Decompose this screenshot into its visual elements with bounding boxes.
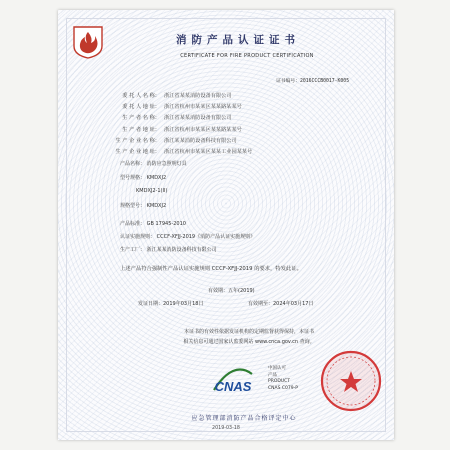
product-name-label: 产品名称： (120, 161, 146, 167)
official-seal (320, 350, 382, 412)
factory-row (120, 246, 217, 253)
field-value: 浙江省杭州市某某区某某路某某号 (164, 104, 242, 111)
product-name-row (120, 160, 187, 167)
note-line: 相关信息可通过国家认监委网站 www.cnca.gov.cn 查询。 (183, 339, 315, 345)
field-value: 浙江某某消防设备科技有限公司 (164, 137, 237, 144)
field-label: 生 产 者 地 址： (122, 126, 160, 133)
fire-certification-logo (71, 24, 105, 60)
print-date: 2019-03-18 (212, 426, 240, 431)
field-value: 浙江省杭州市某某区某某路某某号 (164, 126, 242, 133)
field-value: 浙江省杭州市某某区某某工业园某某号 (164, 149, 253, 156)
model-row (120, 174, 166, 181)
field-label: 生 产 者 名 称： (122, 115, 160, 122)
field-label: 委 托 人 地 址： (122, 104, 160, 111)
factory-label: 生产工厂： (120, 247, 146, 253)
accr-line: CNAS C079-P (268, 385, 298, 391)
rules-row (120, 233, 255, 240)
field-row (114, 146, 384, 157)
product-name-value: 消防应急照明灯具 (146, 161, 187, 167)
model-extra: KMDXJ2-1(II) (136, 188, 168, 194)
note-line: 本证书的有效性依据发证机构的定期监督获得保持，本证书 (183, 329, 314, 335)
field-row (114, 135, 384, 146)
field-value: 浙江省某某消防设备有限公司 (164, 115, 232, 122)
cnas-text: CNAS (214, 379, 252, 394)
applicant-info (114, 90, 384, 157)
accr-line: 产品 (268, 372, 277, 378)
certificate-number: 证书编号：2016CCCB0017-K005 (276, 79, 350, 84)
mark-row (120, 202, 166, 209)
cnas-mark-icon (208, 364, 258, 398)
field-value: 浙江省某某消防设备有限公司 (164, 93, 232, 100)
field-row (114, 90, 384, 101)
mark-label: 规格型号： (120, 203, 146, 209)
rules-value: CCCF-XFJJ-2019《消防产品认证实施规则》 (156, 234, 256, 240)
field-row (114, 124, 384, 135)
mark-value: KMDXJ2 (146, 203, 167, 209)
standard-row (120, 220, 186, 227)
field-row (114, 112, 384, 123)
field-row (114, 101, 384, 112)
accr-line: 中国认可 (268, 366, 286, 371)
rules-label: 认证实施规则： (120, 234, 156, 240)
accr-line: PRODUCT (268, 379, 291, 384)
expiry-date: 有效期至：2024年03月17日 (248, 301, 314, 307)
certificate-paper (58, 10, 394, 440)
certification-basis: 上述产品符合强制性产品认证实施规则 CCCF-XFJJ-2019 的要求，特发此证。 (120, 266, 302, 272)
certificate-note (124, 327, 374, 347)
issuing-authority: 应急管理部消防产品合格评定中心 (191, 415, 297, 422)
validity-title: 有效期：五年(2019) (208, 288, 255, 294)
model-value: KMDXJ2 (146, 175, 167, 181)
certificate-title: 消防产品认证证书 (176, 34, 300, 46)
standard-value: GB 17945-2010 (146, 221, 186, 227)
model-label: 型号规格： (120, 175, 146, 181)
accreditation-text (268, 366, 298, 392)
certificate-subtitle: CERTIFICATE FOR FIRE PRODUCT CERTIFICATION (180, 53, 314, 59)
field-label: 生 产 企 业 地 址： (115, 149, 160, 156)
issue-date: 发证日期：2019年03月18日 (138, 301, 204, 307)
field-label: 生 产 企 业 名 称： (115, 137, 160, 144)
standard-label: 产品标准： (120, 221, 146, 227)
field-label: 委 托 人 名 称： (122, 93, 160, 100)
factory-value: 浙江某某消防设备科技有限公司 (146, 247, 217, 253)
